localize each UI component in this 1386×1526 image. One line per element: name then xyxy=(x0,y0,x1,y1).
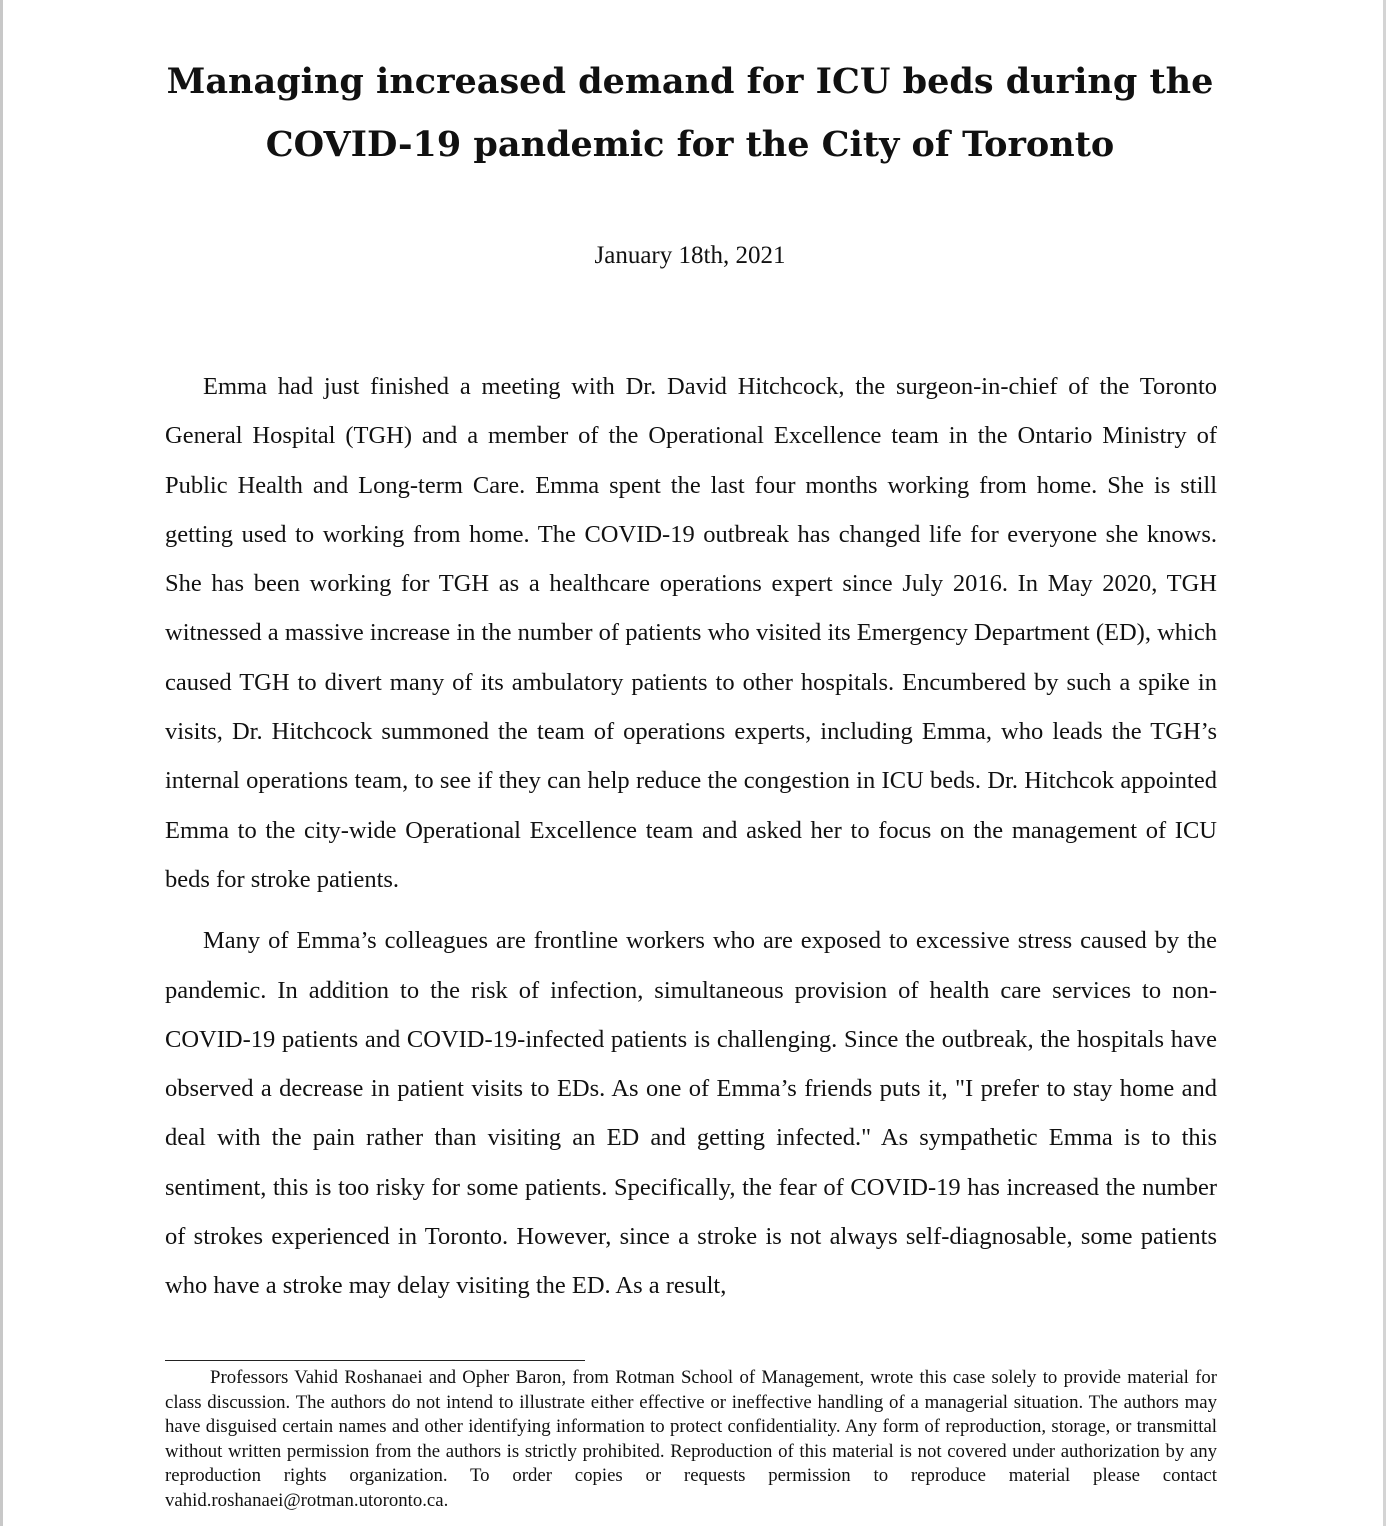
footnote-divider xyxy=(165,1360,585,1361)
body-paragraph-2: Many of Emma’s colleagues are frontline workers who are exposed to excessive stress caused by the pandemic. In addition to the risk of infection, simultaneous provision of health care services to non-COVID-19 patients and COVID-19-infected patients is challenging. Since the outbreak, the hospitals have observed a decrease in patient visits to EDs. As one of Emma’s friends puts it, "I prefer to stay home and deal with the pain rather than visiting an ED and getting infected." As sympathetic Emma is to this sentiment, this is too risky for some patients. Specifically, the fear of COVID-19 has increased the number of strokes experienced in Toronto. However, since a stroke is not always self-diagnosable, some patients who have a stroke may delay visiting the ED. As a result, xyxy=(165,927,1217,1300)
title-line-1: Managing increased demand for ICU beds during the xyxy=(166,61,1214,102)
page-left-edge xyxy=(0,0,3,1526)
document-body xyxy=(165,362,1217,1323)
footnote: Professors Vahid Roshanaei and Opher Baron, from Rotman School of Management, wrote this case solely to provide material for class discussion. The authors do not intend to illustrate either effective or ineffective handling of a managerial situation. The authors may have disguised certain names and other identifying information to protect confidentiality. Any form of reproduction, storage, or transmittal without written permission from the authors is strictly prohibited. Reproduction of this material is not covered under authorization by any reproduction rights organization. To order copies or requests permission to reproduce material please contact vahid.roshanaei@rotman.utoronto.ca. xyxy=(165,1367,1217,1511)
document-title xyxy=(140,50,1240,176)
title-line-2: COVID-19 pandemic for the City of Toronto xyxy=(265,124,1115,165)
document-date: January 18th, 2021 xyxy=(594,242,786,269)
body-paragraph-1: Emma had just finished a meeting with Dr. David Hitchcock, the surgeon-in-chief of the Toronto General Hospital (TGH) and a member of the Operational Excellence team in the Ontario Ministry of Public Health and Long-term Care. Emma spent the last four months working from home. She is still getting used to working from home. The COVID-19 outbreak has changed life for everyone she knows. She has been working for TGH as a healthcare operations expert since July 2016. In May 2020, TGH witnessed a massive increase in the number of patients who visited its Emergency Department (ED), which caused TGH to divert many of its ambulatory patients to other hospitals. Encumbered by such a spike in visits, Dr. Hitchcock summoned the team of operations experts, including Emma, who leads the TGH’s internal operations team, to see if they can help reduce the congestion in ICU beds. Dr. Hitchcok appointed Emma to the city-wide Operational Excellence team and asked her to focus on the management of ICU beds for stroke patients. xyxy=(165,373,1217,893)
